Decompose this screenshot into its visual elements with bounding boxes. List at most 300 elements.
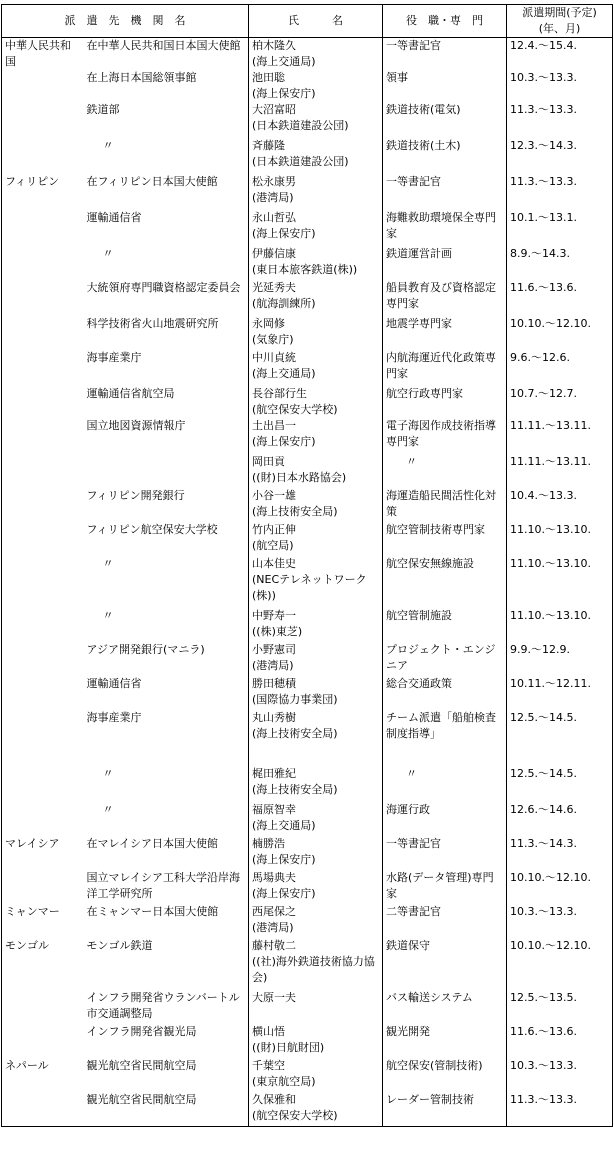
role-text: 〃	[406, 455, 417, 468]
country-cell	[2, 556, 84, 608]
organization-name: 〃	[102, 557, 114, 570]
table-row	[2, 70, 613, 102]
period-cell	[507, 676, 613, 710]
country-cell	[2, 676, 84, 710]
table-row	[2, 210, 613, 246]
table-row	[2, 1058, 613, 1092]
person-cell	[249, 676, 383, 710]
period-cell	[507, 1024, 613, 1058]
period-text: 10.1.～13.1.	[510, 211, 577, 224]
organization-cell	[84, 38, 249, 71]
role-cell	[383, 556, 507, 608]
person-cell	[249, 642, 383, 676]
organization-cell	[84, 1024, 249, 1058]
country-label	[5, 280, 81, 296]
organization-cell	[84, 990, 249, 1024]
person-name: 松永康男	[252, 175, 296, 188]
organization-cell	[84, 418, 249, 454]
period-text: 11.10.～13.10.	[510, 609, 591, 622]
country-cell	[2, 38, 84, 71]
period-cell	[507, 210, 613, 246]
role-text: レーダー管制技術	[386, 1093, 474, 1106]
role-cell	[383, 990, 507, 1024]
table-row	[2, 102, 613, 138]
country-cell	[2, 1024, 84, 1058]
period-cell	[507, 766, 613, 802]
period-cell	[507, 246, 613, 280]
organization-cell	[84, 710, 249, 766]
organization-cell	[84, 70, 249, 102]
country-cell	[2, 138, 84, 174]
person-cell	[249, 280, 383, 316]
organization-name: 〃	[102, 609, 114, 622]
period-text: 10.3.～13.3.	[510, 1059, 577, 1072]
country-label	[5, 802, 81, 818]
table-row	[2, 556, 613, 608]
person-affiliation: ((財)日航財団)	[252, 1041, 325, 1054]
organization-name: 運輸通信省航空局	[86, 387, 175, 400]
person-affiliation	[252, 1006, 379, 1022]
person-affiliation: (海上交通局)	[252, 55, 316, 68]
period-cell	[507, 802, 613, 836]
country-cell	[2, 870, 84, 904]
period-cell	[507, 870, 613, 904]
role-text: 鉄道技術(電気)	[386, 103, 461, 116]
organization-cell	[84, 522, 249, 556]
period-cell	[507, 174, 613, 210]
table-row	[2, 386, 613, 418]
role-text: 一等書記官	[386, 39, 441, 52]
period-text: 8.9.～14.3.	[510, 247, 570, 260]
person-affiliation: (国際協力事業団)	[252, 693, 338, 706]
role-cell	[383, 70, 507, 102]
role-text: 鉄道運営計画	[386, 247, 452, 260]
role-cell	[383, 350, 507, 386]
organization-name: インフラ開発省ウランバートル市交通調整局	[86, 991, 240, 1020]
person-affiliation: (海上交通局)	[252, 367, 316, 380]
period-text: 12.5.～14.5.	[510, 767, 577, 780]
person-cell	[249, 418, 383, 454]
header-role: 役 職・専 門	[383, 5, 507, 38]
organization-name: 在上海日本国総領事館	[86, 71, 197, 84]
country-label	[5, 350, 81, 366]
person-cell	[249, 1058, 383, 1092]
person-name: 横山悟	[252, 1025, 285, 1038]
country-label	[5, 1024, 81, 1040]
table-row	[2, 766, 613, 802]
table-row	[2, 836, 613, 870]
period-text: 10.3.～13.3.	[510, 905, 577, 918]
role-cell	[383, 280, 507, 316]
period-cell	[507, 556, 613, 608]
role-cell	[383, 174, 507, 210]
country-label	[5, 608, 81, 624]
person-affiliation: (日本鉄道建設公団)	[252, 119, 349, 132]
person-name: 柏木隆久	[252, 39, 296, 52]
table-row	[2, 870, 613, 904]
table-row	[2, 522, 613, 556]
person-affiliation: (日本鉄道建設公団)	[252, 155, 349, 168]
country-label	[5, 316, 81, 332]
organization-cell	[84, 836, 249, 870]
table-row	[2, 280, 613, 316]
role-text: 航空管制施設	[386, 609, 452, 622]
role-text: 鉄道保守	[386, 939, 430, 952]
country-cell	[2, 386, 84, 418]
role-text: 水路(データ管理)専門家	[386, 871, 494, 900]
organization-cell	[84, 316, 249, 350]
organization-cell	[84, 488, 249, 522]
role-text: 一等書記官	[386, 837, 441, 850]
organization-name: フィリピン開発銀行	[86, 489, 185, 502]
period-text: 9.9.～12.9.	[510, 643, 570, 656]
role-cell	[383, 138, 507, 174]
role-cell	[383, 802, 507, 836]
country-label	[5, 1092, 81, 1108]
period-text: 10.10.～12.10.	[510, 939, 591, 952]
country-cell	[2, 70, 84, 102]
period-cell	[507, 710, 613, 766]
role-cell	[383, 870, 507, 904]
person-cell	[249, 1024, 383, 1058]
person-cell	[249, 904, 383, 938]
person-name: 梶田雅紀	[252, 767, 296, 780]
period-cell	[507, 454, 613, 488]
person-cell	[249, 70, 383, 102]
table-row	[2, 246, 613, 280]
period-cell	[507, 350, 613, 386]
role-text: 観光開発	[386, 1025, 430, 1038]
person-name: 大沼富昭	[252, 103, 296, 116]
period-cell	[507, 938, 613, 990]
role-cell	[383, 676, 507, 710]
role-cell	[383, 710, 507, 766]
person-cell	[249, 174, 383, 210]
country-label: ネパール	[5, 1059, 49, 1072]
organization-name: 海事産業庁	[86, 711, 142, 724]
organization-cell	[84, 386, 249, 418]
organization-cell	[84, 280, 249, 316]
period-cell	[507, 642, 613, 676]
period-cell	[507, 904, 613, 938]
organization-name: 〃	[102, 247, 114, 260]
person-affiliation: (気象庁)	[252, 333, 294, 346]
person-name: 丸山秀樹	[252, 711, 296, 724]
person-affiliation: (東日本旅客鉄道(株))	[252, 263, 358, 276]
person-cell	[249, 990, 383, 1024]
period-cell	[507, 488, 613, 522]
role-text: 航空保安(管制技術)	[386, 1059, 483, 1072]
country-cell	[2, 1058, 84, 1092]
period-text: 10.11.～12.11.	[510, 677, 591, 690]
country-cell	[2, 710, 84, 766]
period-text: 12.5.～13.5.	[510, 991, 577, 1004]
person-name: 小野憲司	[252, 643, 296, 656]
organization-name: 在フィリピン日本国大使館	[86, 175, 218, 188]
country-cell	[2, 1092, 84, 1126]
role-cell	[383, 608, 507, 642]
organization-cell	[84, 246, 249, 280]
period-cell	[507, 1058, 613, 1092]
period-text: 11.6.～13.6.	[510, 281, 577, 294]
organization-name: 在マレイシア日本国大使館	[86, 837, 218, 850]
period-text: 11.3.～13.3.	[510, 175, 577, 188]
person-name: 大原一夫	[252, 991, 296, 1004]
person-affiliation: (海上技術安全局)	[252, 727, 338, 740]
table-body	[2, 38, 613, 1127]
person-name: 永山哲弘	[252, 211, 296, 224]
role-cell	[383, 1058, 507, 1092]
role-cell	[383, 418, 507, 454]
person-name: 池田聡	[252, 71, 285, 84]
person-cell	[249, 138, 383, 174]
organization-name: 国立地図資源情報庁	[86, 419, 186, 432]
country-label	[5, 990, 81, 1006]
organization-cell	[84, 102, 249, 138]
table-row	[2, 454, 613, 488]
person-name: 楠勝浩	[252, 837, 285, 850]
role-cell	[383, 210, 507, 246]
person-name: 中川貞統	[252, 351, 296, 364]
role-cell	[383, 836, 507, 870]
period-text: 10.7.～12.7.	[510, 387, 577, 400]
period-cell	[507, 522, 613, 556]
period-text: 11.3.～13.3.	[510, 1093, 577, 1106]
person-name: 中野寿一	[252, 609, 296, 622]
country-cell	[2, 174, 84, 210]
person-affiliation: (港湾局)	[252, 191, 294, 204]
table-row	[2, 488, 613, 522]
person-affiliation: (海上保安庁)	[252, 227, 316, 240]
role-cell	[383, 1092, 507, 1126]
country-label	[5, 138, 81, 154]
period-cell	[507, 280, 613, 316]
person-cell	[249, 316, 383, 350]
role-text: バス輸送システム	[386, 991, 473, 1004]
table-header	[2, 5, 613, 38]
country-label: ミャンマー	[5, 905, 60, 918]
organization-cell	[84, 938, 249, 990]
country-label	[5, 870, 81, 886]
role-text: 電子海図作成技術指導専門家	[386, 419, 496, 448]
country-label	[5, 488, 81, 504]
period-cell	[507, 38, 613, 71]
table-row	[2, 1024, 613, 1058]
table-row	[2, 174, 613, 210]
period-cell	[507, 70, 613, 102]
role-text: 領事	[386, 71, 408, 84]
organization-name: インフラ開発省観光局	[86, 1025, 197, 1038]
person-name: 藤村敬二	[252, 939, 296, 952]
country-cell	[2, 904, 84, 938]
country-label	[5, 418, 81, 434]
table-row	[2, 990, 613, 1024]
organization-name: 国立マレイシア工科大学沿岸海洋工学研究所	[86, 871, 240, 900]
table-row	[2, 316, 613, 350]
period-text: 11.11.～13.11.	[510, 455, 591, 468]
organization-cell	[84, 138, 249, 174]
person-cell	[249, 102, 383, 138]
person-affiliation: (海上技術安全局)	[252, 783, 338, 796]
person-name: 馬場典夫	[252, 871, 296, 884]
organization-name: アジア開発銀行(マニラ)	[86, 643, 205, 656]
dispatch-table	[1, 4, 613, 1127]
person-cell	[249, 766, 383, 802]
country-label: モンゴル	[5, 939, 49, 952]
person-cell	[249, 710, 383, 766]
organization-name	[87, 454, 246, 470]
role-cell	[383, 454, 507, 488]
role-text: 二等書記官	[386, 905, 441, 918]
role-cell	[383, 102, 507, 138]
organization-name: 〃	[102, 139, 114, 152]
role-cell	[383, 904, 507, 938]
person-affiliation: ((社)海外鉄道技術協力協会)	[252, 955, 375, 984]
person-name: 土出昌一	[252, 419, 296, 432]
period-cell	[507, 316, 613, 350]
country-label	[5, 70, 81, 86]
person-cell	[249, 38, 383, 71]
person-name: 長谷部行生	[252, 387, 307, 400]
organization-cell	[84, 350, 249, 386]
organization-name: 運輸通信省	[86, 211, 142, 224]
person-affiliation: (海上保安庁)	[252, 853, 316, 866]
table-row	[2, 608, 613, 642]
person-name: 竹内正伸	[252, 523, 296, 536]
organization-cell	[84, 870, 249, 904]
organization-name: 〃	[102, 803, 114, 816]
country-cell	[2, 210, 84, 246]
person-cell	[249, 1092, 383, 1126]
person-cell	[249, 938, 383, 990]
person-cell	[249, 556, 383, 608]
person-cell	[249, 522, 383, 556]
person-affiliation: (東京航空局)	[252, 1075, 316, 1088]
table-row	[2, 802, 613, 836]
table-row	[2, 676, 613, 710]
country-cell	[2, 316, 84, 350]
person-affiliation: (海上交通局)	[252, 819, 316, 832]
country-label	[5, 246, 81, 262]
organization-cell	[84, 904, 249, 938]
person-affiliation: (航空保安大学校)	[252, 403, 338, 416]
country-label	[5, 522, 81, 538]
organization-cell	[84, 556, 249, 608]
country-label: 中華人民共和国	[5, 39, 71, 68]
organization-name: フィリピン航空保安大学校	[86, 523, 218, 536]
country-label	[5, 454, 81, 470]
period-text: 12.6.～14.6.	[510, 803, 577, 816]
table-row	[2, 938, 613, 990]
organization-name: 大統領府専門職資格認定委員会	[86, 281, 241, 294]
role-cell	[383, 386, 507, 418]
period-text: 10.4.～13.3.	[510, 489, 577, 502]
person-name: 千葉空	[252, 1059, 285, 1072]
country-label: フィリピン	[5, 175, 60, 188]
organization-name: 在中華人民共和国日本国大使館	[86, 39, 241, 52]
organization-cell	[84, 174, 249, 210]
country-cell	[2, 488, 84, 522]
period-cell	[507, 836, 613, 870]
person-affiliation: (海上保安庁)	[252, 887, 316, 900]
country-cell	[2, 102, 84, 138]
role-text: プロジェクト・エンジニア	[386, 643, 496, 672]
table-row	[2, 350, 613, 386]
organization-cell	[84, 608, 249, 642]
period-text: 11.3.～13.3.	[510, 103, 577, 116]
organization-name: 科学技術省火山地震研究所	[86, 317, 219, 330]
person-affiliation: (海上保安庁)	[252, 87, 316, 100]
table-row	[2, 38, 613, 71]
role-text: 地震学専門家	[386, 317, 452, 330]
country-cell	[2, 280, 84, 316]
organization-name: 運輸通信省	[86, 677, 142, 690]
role-cell	[383, 766, 507, 802]
period-text: 11.10.～13.10.	[510, 523, 591, 536]
person-cell	[249, 608, 383, 642]
country-label: マレイシア	[5, 837, 60, 850]
person-cell	[249, 870, 383, 904]
period-text: 9.6.～12.6.	[510, 351, 570, 364]
organization-name: 鉄道部	[86, 103, 120, 116]
person-name: 伊藤信康	[252, 247, 296, 260]
country-cell	[2, 836, 84, 870]
period-cell	[507, 138, 613, 174]
role-text: 総合交通政策	[386, 677, 452, 690]
organization-name: 観光航空省民間航空局	[86, 1059, 197, 1072]
person-affiliation: (港湾局)	[252, 921, 294, 934]
table-row	[2, 904, 613, 938]
person-name: 小谷一雄	[252, 489, 296, 502]
period-text: 11.6.～13.6.	[510, 1025, 577, 1038]
period-text: 12.5.～14.5.	[510, 711, 577, 724]
period-cell	[507, 386, 613, 418]
role-text: 鉄道技術(土木)	[386, 139, 461, 152]
period-cell	[507, 418, 613, 454]
period-text: 11.10.～13.10.	[510, 557, 591, 570]
role-cell	[383, 522, 507, 556]
role-cell	[383, 38, 507, 71]
country-cell	[2, 246, 84, 280]
header-period	[507, 5, 613, 38]
organization-cell	[84, 642, 249, 676]
person-affiliation: (航海訓練所)	[252, 297, 316, 310]
role-text: 内航海運近代化政策専門家	[386, 351, 496, 380]
role-text: 船員教育及び資格認定専門家	[386, 281, 496, 310]
period-text: 10.10.～12.10.	[510, 317, 591, 330]
table-row	[2, 1092, 613, 1126]
person-cell	[249, 210, 383, 246]
organization-name: 在ミャンマー日本国大使館	[86, 905, 219, 918]
table-row	[2, 138, 613, 174]
role-text: 〃	[406, 767, 417, 780]
organization-cell	[84, 766, 249, 802]
person-name: 永岡修	[252, 317, 285, 330]
person-cell	[249, 350, 383, 386]
country-cell	[2, 418, 84, 454]
role-cell	[383, 316, 507, 350]
period-text: 10.10.～12.10.	[510, 871, 591, 884]
country-cell	[2, 990, 84, 1024]
country-label	[5, 102, 81, 118]
country-label	[5, 556, 81, 572]
person-name: 斉藤隆	[252, 139, 285, 152]
country-cell	[2, 608, 84, 642]
country-label	[5, 710, 81, 726]
period-text: 10.3.～13.3.	[510, 71, 577, 84]
person-affiliation: (海上技術安全局)	[252, 505, 338, 518]
period-cell	[507, 102, 613, 138]
